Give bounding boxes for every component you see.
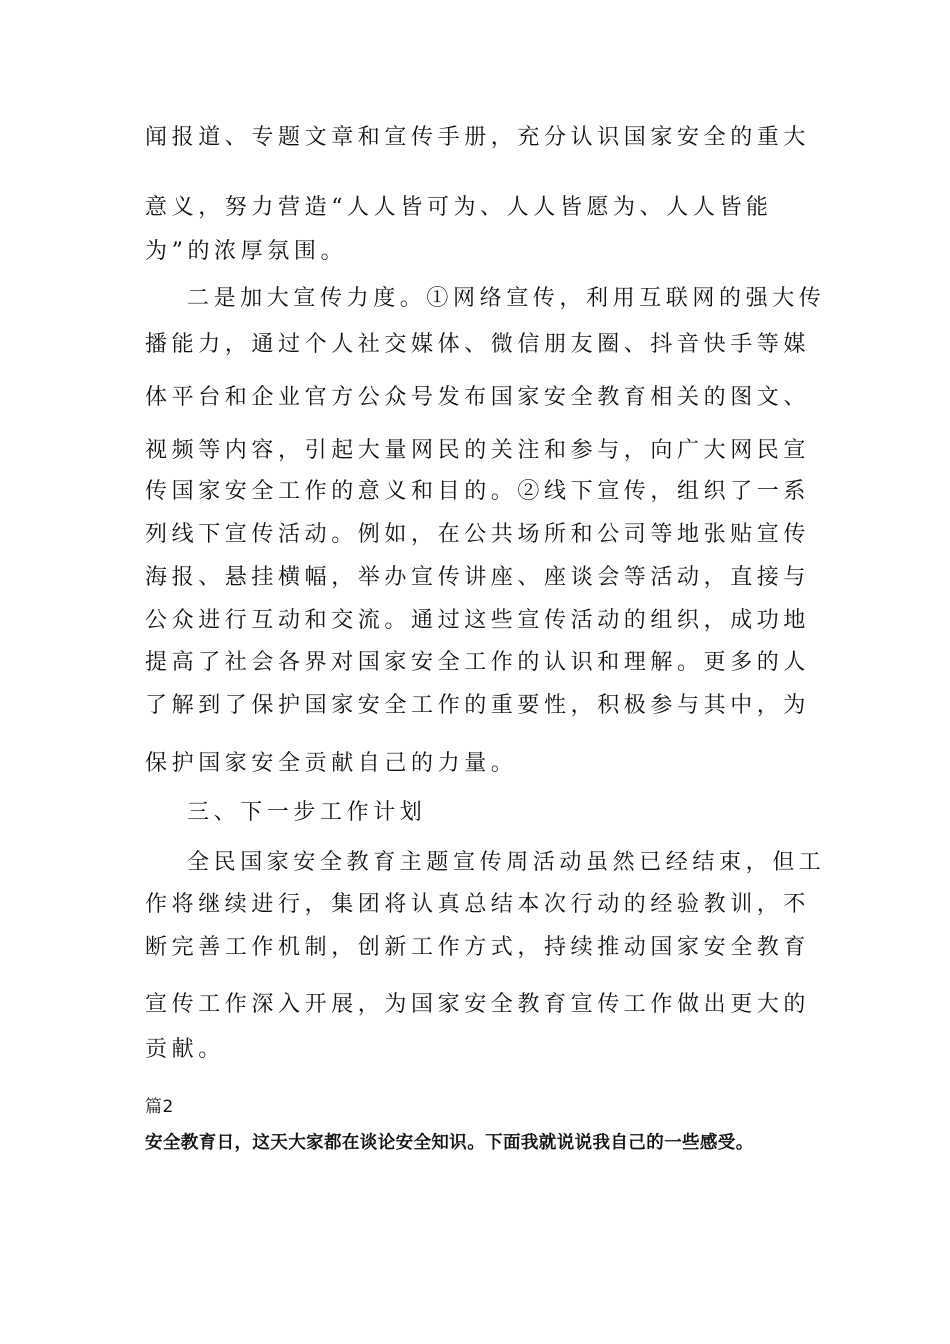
body-line: 保护国家安全贡献自己的力量。 <box>145 751 518 776</box>
body-line: 贡献。 <box>145 1037 225 1062</box>
paragraph-start-line: 全民国家安全教育主题宣传周活动虽然已经结束，但工 <box>187 850 826 875</box>
body-line: 宣传工作深入开展，为国家安全教育宣传工作做出更大的 <box>145 992 811 1017</box>
body-line: 公众进行互动和交流。通过这些宣传活动的组织，成功地 <box>145 608 811 633</box>
body-line: 海报、悬挂横幅，举办宣传讲座、座谈会等活动，直接与 <box>145 565 811 590</box>
body-line: 了解到了保护国家安全工作的重要性，积极参与其中，为 <box>145 693 811 718</box>
body-line: 意义，努力营造“人人皆可为、人人皆愿为、人人皆能 <box>145 195 773 220</box>
body-line: 传国家安全工作的意义和目的。②线下宣传，组织了一系 <box>145 479 811 504</box>
body-line: 播能力，通过个人社交媒体、微信朋友圈、抖音快手等媒 <box>145 332 811 357</box>
body-line: 体平台和企业官方公众号发布国家安全教育相关的图文、 <box>145 385 811 410</box>
body-line: 闻报道、专题文章和宣传手册，充分认识国家安全的重大 <box>145 125 811 150</box>
body-line: 为”的浓厚氛围。 <box>145 239 348 264</box>
section-heading: 三、下一步工作计划 <box>187 800 427 825</box>
paragraph-start-line: 二是加大宣传力度。①网络宣传，利用互联网的强大传 <box>187 286 826 311</box>
body-line: 作将继续进行，集团将认真总结本次行动的经验教训，不 <box>145 892 811 917</box>
body-line: 视频等内容，引起大量网民的关注和参与，向广大网民宣 <box>145 438 811 463</box>
body-line: 列线下宣传活动。例如，在公共场所和公司等地张贴宣传 <box>145 522 811 547</box>
body-line: 提高了社会各界对国家安全工作的认识和理解。更多的人 <box>145 650 811 675</box>
body-line: 断完善工作机制，创新工作方式，持续推动国家安全教育 <box>145 935 811 960</box>
bold-intro-line: 安全教育日，这天大家都在谈论安全知识。下面我就说说我自己的一些感受。 <box>145 1133 754 1153</box>
section-label: 篇2 <box>145 1097 174 1117</box>
